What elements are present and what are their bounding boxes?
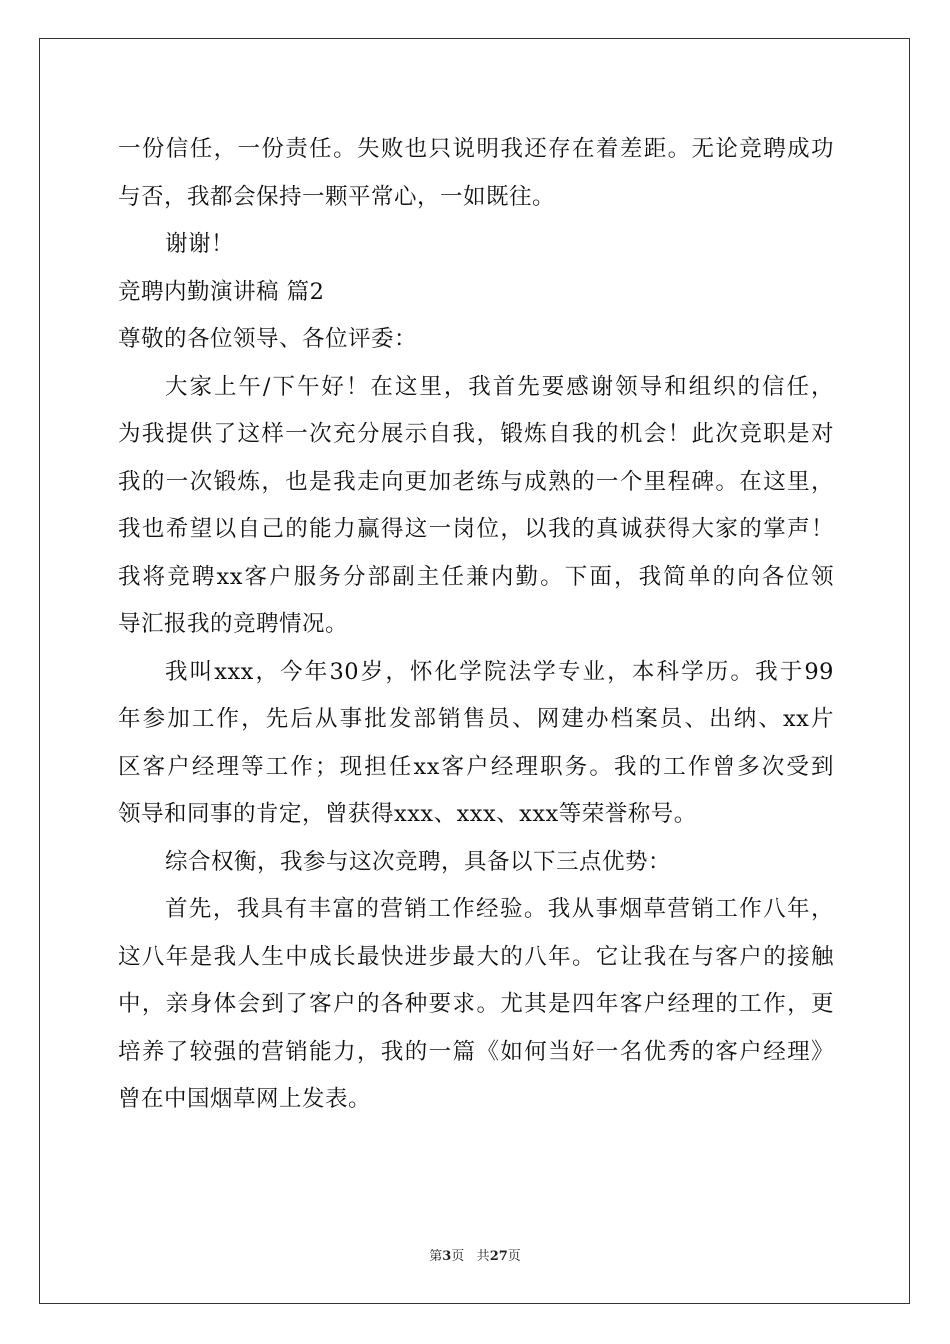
text-line: 综合权衡，我参与这次竞聘，具备以下三点优势：	[165, 848, 672, 875]
page-footer	[0, 1245, 950, 1264]
total-suffix: 页	[507, 1249, 521, 1264]
text-line: 培养了较强的营销能力，我的一篇《如何当好一名优秀的客户经理》	[118, 1038, 834, 1065]
text-line: 大家上午/下午好！在这里，我首先要感谢领导和组织的信任，	[165, 373, 834, 400]
text-line: 中，亲身体会到了客户的各种要求。尤其是四年客户经理的工作，更	[118, 991, 834, 1017]
text-line: 一份信任，一份责任。失败也只说明我还存在着差距。无论竞聘成功	[118, 136, 834, 162]
document-body	[118, 126, 834, 1124]
text-line: 谢谢！	[165, 231, 235, 257]
text-line: 这八年是我人生中成长最快进步最大的八年。它让我在与客户的接触	[118, 943, 834, 970]
text-line: 年参加工作，先后从事批发部销售员、网建办档案员、出纳、xx片	[118, 706, 834, 732]
salutation: 尊敬的各位领导、各位评委：	[118, 326, 418, 352]
text-line: 我将竞聘xx客户服务分部副主任兼内勤。下面，我简单的向各位领	[118, 563, 834, 590]
text-line: 与否，我都会保持一颗平常心，一如既往。	[118, 183, 556, 210]
section-heading: 竞聘内勤演讲稿 篇2	[118, 278, 325, 305]
page-prefix: 第	[429, 1249, 443, 1264]
text-line: 我叫xxx，今年30岁，怀化学院法学专业，本科学历。我于99	[165, 658, 834, 685]
page-suffix: 页	[451, 1249, 465, 1264]
total-pages: 27	[489, 1249, 508, 1264]
text-line: 首先，我具有丰富的营销工作经验。我从事烟草营销工作八年，	[165, 896, 834, 922]
text-line: 我的一次锻炼，也是我走向更加老练与成熟的一个里程碑。在这里，	[118, 468, 834, 495]
page-number: 3	[442, 1249, 452, 1264]
text-line: 曾在中国烟草网上发表。	[118, 1086, 372, 1112]
text-line: 领导和同事的肯定，曾获得xxx、xxx、xxx等荣誉称号。	[118, 801, 697, 827]
text-line: 导汇报我的竞聘情况。	[118, 611, 349, 637]
text-line: 我也希望以自己的能力赢得这一岗位，以我的真诚获得大家的掌声！	[118, 516, 834, 542]
text-line: 区客户经理等工作；现担任xx客户经理职务。我的工作曾多次受到	[118, 753, 834, 780]
total-prefix: 共	[476, 1249, 490, 1264]
text-line: 为我提供了这样一次充分展示自我，锻炼自我的机会！此次竞职是对	[118, 421, 834, 447]
